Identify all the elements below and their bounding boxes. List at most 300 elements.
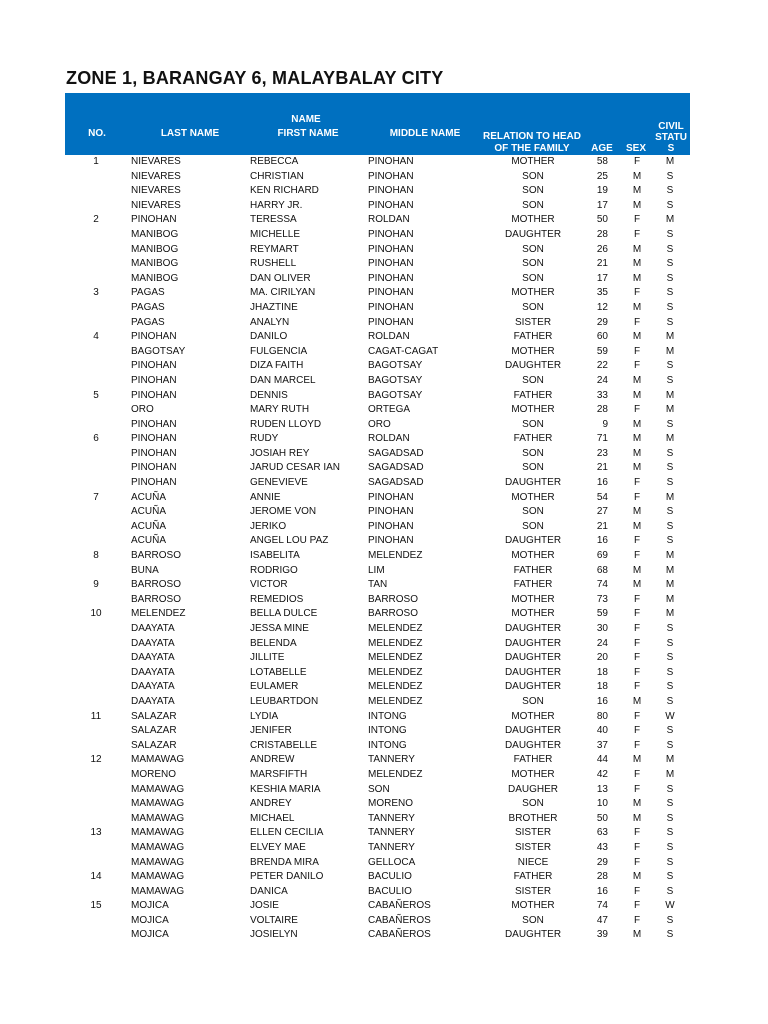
- table-row: [65, 826, 690, 841]
- cell-middle-name: MELENDEZ: [368, 681, 423, 693]
- cell-first-name: JERIKO: [250, 520, 287, 532]
- cell-sex: M: [632, 331, 642, 343]
- cell-middle-name: PINOHAN: [368, 156, 414, 167]
- cell-sex: F: [633, 214, 641, 226]
- cell-age: 71: [596, 433, 608, 445]
- cell-last-name: SALAZAR: [131, 739, 177, 751]
- cell-middle-name: LIM: [368, 564, 385, 576]
- page-title: ZONE 1, BARANGAY 6, MALAYBALAY CITY: [66, 68, 444, 88]
- cell-relation: SON: [522, 199, 544, 211]
- cell-middle-name: INTONG: [368, 710, 407, 722]
- cell-age: 9: [602, 418, 608, 430]
- cell-middle-name: MELENDEZ: [368, 637, 423, 649]
- cell-relation: SISTER: [514, 885, 552, 897]
- cell-civil-status: S: [666, 447, 674, 459]
- cell-civil-status: S: [666, 506, 674, 518]
- cell-sex: M: [632, 929, 642, 941]
- cell-middle-name: TANNERY: [368, 841, 415, 853]
- table-row: [65, 520, 690, 535]
- header-civil-line3: S: [667, 143, 675, 154]
- cell-relation: MOTHER: [511, 550, 555, 562]
- cell-last-name: NIEVARES: [131, 170, 181, 182]
- cell-sex: F: [633, 652, 641, 664]
- cell-last-name: MORENO: [131, 768, 176, 780]
- cell-last-name: ACUÑA: [131, 520, 167, 532]
- cell-age: 40: [596, 725, 608, 737]
- cell-sex: M: [632, 272, 642, 284]
- cell-civil-status: S: [666, 374, 674, 386]
- cell-last-name: MAMAWAG: [131, 871, 185, 883]
- cell-civil-status: M: [665, 754, 675, 766]
- table-row: [65, 257, 690, 272]
- cell-sex: M: [632, 199, 642, 211]
- cell-relation: SISTER: [514, 316, 552, 328]
- cell-first-name: ANGEL LOU PAZ: [250, 535, 329, 547]
- cell-relation: SON: [522, 418, 544, 430]
- table-row: [65, 403, 690, 418]
- cell-civil-status: M: [665, 608, 675, 620]
- table-row: [65, 856, 690, 871]
- cell-age: 47: [596, 914, 608, 926]
- header-middle-name: MIDDLE NAME: [389, 128, 461, 139]
- cell-sex: F: [633, 739, 641, 751]
- cell-civil-status: S: [666, 520, 674, 532]
- table-row: [65, 928, 690, 943]
- cell-first-name: JEROME VON: [250, 506, 317, 518]
- cell-civil-status: S: [666, 637, 674, 649]
- cell-civil-status: M: [665, 491, 675, 503]
- cell-age: 59: [596, 608, 608, 620]
- header-civil-line2: STATU: [655, 132, 687, 143]
- cell-relation: MOTHER: [511, 900, 555, 912]
- cell-no: 9: [93, 579, 99, 591]
- header-name: NAME: [291, 114, 321, 125]
- cell-civil-status: S: [666, 856, 674, 868]
- cell-sex: F: [633, 710, 641, 722]
- cell-middle-name: SAGADSAD: [368, 477, 424, 489]
- cell-first-name: JOSIELYN: [250, 929, 298, 941]
- cell-no: 11: [90, 710, 102, 722]
- cell-sex: M: [632, 520, 642, 532]
- cell-civil-status: S: [666, 739, 674, 751]
- cell-age: 22: [596, 360, 608, 372]
- cell-civil-status: M: [665, 550, 675, 562]
- cell-sex: F: [633, 637, 641, 649]
- table-row: [65, 899, 690, 914]
- cell-first-name: ANALYN: [250, 316, 290, 328]
- cell-relation: MOTHER: [511, 710, 555, 722]
- cell-middle-name: ROLDAN: [368, 331, 410, 343]
- cell-sex: M: [632, 462, 642, 474]
- table-row: [65, 286, 690, 301]
- cell-sex: F: [633, 885, 641, 897]
- table-row: [65, 695, 690, 710]
- cell-civil-status: S: [666, 462, 674, 474]
- cell-relation: FATHER: [513, 754, 553, 766]
- cell-first-name: DAN MARCEL: [250, 374, 316, 386]
- cell-age: 59: [596, 345, 608, 357]
- cell-relation: SISTER: [514, 827, 552, 839]
- cell-middle-name: SAGADSAD: [368, 462, 424, 474]
- cell-first-name: ELLEN CECILIA: [250, 827, 324, 839]
- cell-middle-name: MELENDEZ: [368, 695, 423, 707]
- cell-no: 13: [90, 827, 102, 839]
- cell-first-name: REMEDIOS: [250, 593, 304, 605]
- table-row: [65, 155, 690, 170]
- cell-sex: F: [633, 666, 641, 678]
- cell-sex: M: [632, 418, 642, 430]
- cell-relation: MOTHER: [511, 345, 555, 357]
- cell-sex: M: [632, 447, 642, 459]
- cell-middle-name: MELENDEZ: [368, 623, 423, 634]
- cell-last-name: MAMAWAG: [131, 754, 185, 766]
- cell-last-name: MAMAWAG: [131, 783, 185, 795]
- cell-middle-name: CABAÑEROS: [368, 914, 431, 926]
- cell-middle-name: BAGOTSAY: [368, 389, 423, 401]
- cell-relation: SON: [522, 272, 544, 284]
- cell-last-name: MANIBOG: [131, 272, 179, 284]
- header-no: NO.: [88, 128, 106, 139]
- cell-middle-name: PINOHAN: [368, 506, 414, 518]
- cell-age: 39: [596, 929, 608, 941]
- cell-age: 80: [596, 710, 608, 722]
- cell-age: 37: [596, 739, 608, 751]
- cell-age: 29: [596, 316, 608, 328]
- cell-sex: M: [632, 564, 642, 576]
- cell-middle-name: PINOHAN: [368, 520, 414, 532]
- cell-civil-status: S: [666, 666, 674, 678]
- cell-relation: FATHER: [513, 871, 553, 883]
- cell-civil-status: S: [666, 287, 674, 299]
- cell-sex: F: [633, 725, 641, 737]
- cell-middle-name: BAGOTSAY: [368, 360, 423, 372]
- cell-age: 30: [596, 623, 608, 634]
- cell-first-name: FULGENCIA: [250, 345, 308, 357]
- cell-last-name: MANIBOG: [131, 243, 179, 255]
- cell-relation: DAUGHTER: [504, 929, 562, 941]
- cell-relation: DAUGHTER: [504, 360, 562, 372]
- cell-relation: MOTHER: [511, 404, 555, 416]
- cell-first-name: GENEVIEVE: [250, 477, 308, 489]
- cell-relation: FATHER: [513, 579, 553, 591]
- cell-relation: SON: [522, 301, 544, 313]
- cell-middle-name: CAGAT-CAGAT: [368, 345, 439, 357]
- cell-relation: MOTHER: [511, 608, 555, 620]
- cell-relation: DAUGHTER: [504, 681, 562, 693]
- cell-civil-status: S: [666, 535, 674, 547]
- cell-sex: F: [633, 156, 641, 167]
- cell-no: 14: [90, 871, 102, 883]
- cell-age: 74: [596, 579, 608, 591]
- cell-age: 23: [596, 447, 608, 459]
- cell-first-name: JOSIAH REY: [250, 447, 310, 459]
- cell-middle-name: PINOHAN: [368, 258, 414, 270]
- cell-relation: SON: [522, 374, 544, 386]
- cell-relation: FATHER: [513, 389, 553, 401]
- cell-middle-name: CABAÑEROS: [368, 900, 431, 912]
- cell-first-name: MARY RUTH: [250, 404, 310, 416]
- table-row: [65, 476, 690, 491]
- table-row: [65, 199, 690, 214]
- table-row: [65, 724, 690, 739]
- cell-age: 44: [596, 754, 608, 766]
- cell-civil-status: S: [666, 827, 674, 839]
- cell-middle-name: PINOHAN: [368, 228, 414, 240]
- cell-relation: DAUGHTER: [504, 739, 562, 751]
- header-relation-line1: RELATION TO HEAD: [483, 131, 581, 142]
- cell-relation: DAUGHTER: [504, 477, 562, 489]
- cell-civil-status: M: [665, 404, 675, 416]
- cell-first-name: JILLITE: [250, 652, 285, 664]
- cell-sex: F: [633, 681, 641, 693]
- cell-civil-status: M: [665, 564, 675, 576]
- cell-last-name: PINOHAN: [131, 462, 177, 474]
- cell-middle-name: GELLOCA: [368, 856, 416, 868]
- cell-civil-status: S: [666, 929, 674, 941]
- cell-civil-status: S: [666, 477, 674, 489]
- cell-relation: BROTHER: [508, 812, 558, 824]
- cell-last-name: BARROSO: [131, 579, 182, 591]
- cell-civil-status: S: [666, 418, 674, 430]
- cell-first-name: JESSA MINE: [250, 623, 309, 634]
- cell-first-name: KESHIA MARIA: [250, 783, 321, 795]
- cell-first-name: ISABELITA: [250, 550, 300, 562]
- cell-last-name: SALAZAR: [131, 725, 177, 737]
- cell-age: 63: [596, 827, 608, 839]
- cell-age: 68: [596, 564, 608, 576]
- table-body: [65, 155, 690, 943]
- cell-sex: M: [632, 185, 642, 197]
- cell-middle-name: INTONG: [368, 725, 407, 737]
- cell-middle-name: TANNERY: [368, 827, 415, 839]
- cell-civil-status: S: [666, 695, 674, 707]
- cell-relation: SON: [522, 185, 544, 197]
- cell-middle-name: SON: [368, 783, 390, 795]
- cell-first-name: LOTABELLE: [250, 666, 307, 678]
- cell-sex: F: [633, 608, 641, 620]
- cell-sex: F: [633, 841, 641, 853]
- table-header: [65, 93, 690, 155]
- cell-first-name: RUSHELL: [250, 258, 297, 270]
- cell-last-name: MOJICA: [131, 900, 169, 912]
- table-row: [65, 447, 690, 462]
- cell-no: 5: [93, 389, 99, 401]
- cell-civil-status: S: [666, 272, 674, 284]
- table-row: [65, 680, 690, 695]
- cell-last-name: PINOHAN: [131, 447, 177, 459]
- cell-age: 10: [596, 798, 608, 810]
- cell-first-name: BELLA DULCE: [250, 608, 318, 620]
- cell-sex: F: [633, 316, 641, 328]
- cell-age: 33: [596, 389, 608, 401]
- cell-relation: DAUGHTER: [504, 725, 562, 737]
- table-row: [65, 491, 690, 506]
- cell-first-name: CHRISTIAN: [250, 170, 304, 182]
- cell-age: 43: [596, 841, 608, 853]
- cell-last-name: BAGOTSAY: [131, 345, 186, 357]
- cell-first-name: RUDY: [250, 433, 279, 445]
- cell-age: 60: [596, 331, 608, 343]
- table-row: [65, 739, 690, 754]
- cell-middle-name: PINOHAN: [368, 199, 414, 211]
- table-row: [65, 461, 690, 476]
- cell-sex: F: [633, 550, 641, 562]
- cell-sex: M: [632, 301, 642, 313]
- cell-no: 12: [90, 754, 102, 766]
- cell-first-name: DENNIS: [250, 389, 288, 401]
- cell-age: 17: [596, 272, 608, 284]
- cell-middle-name: BARROSO: [368, 608, 419, 620]
- cell-last-name: ACUÑA: [131, 506, 167, 518]
- cell-sex: M: [632, 754, 642, 766]
- cell-relation: DAUGHTER: [504, 623, 562, 634]
- table-row: [65, 432, 690, 447]
- cell-middle-name: TANNERY: [368, 812, 415, 824]
- cell-middle-name: INTONG: [368, 739, 407, 751]
- cell-sex: M: [632, 389, 642, 401]
- cell-civil-status: S: [666, 725, 674, 737]
- cell-first-name: ANDREY: [250, 798, 292, 810]
- cell-age: 26: [596, 243, 608, 255]
- cell-civil-status: M: [665, 214, 675, 226]
- cell-relation: SON: [522, 170, 544, 182]
- cell-first-name: MICHAEL: [250, 812, 295, 824]
- cell-sex: M: [632, 433, 642, 445]
- cell-age: 21: [596, 462, 608, 474]
- cell-last-name: NIEVARES: [131, 156, 181, 167]
- cell-last-name: DAAYATA: [131, 623, 175, 634]
- table-row: [65, 841, 690, 856]
- cell-civil-status: S: [666, 798, 674, 810]
- cell-first-name: DAN OLIVER: [250, 272, 311, 284]
- cell-age: 73: [596, 593, 608, 605]
- cell-civil-status: W: [665, 710, 675, 722]
- cell-sex: F: [633, 477, 641, 489]
- cell-civil-status: S: [666, 841, 674, 853]
- table-row: [65, 797, 690, 812]
- cell-civil-status: S: [666, 783, 674, 795]
- cell-first-name: KEN RICHARD: [250, 185, 319, 197]
- cell-age: 24: [596, 637, 608, 649]
- cell-civil-status: S: [666, 316, 674, 328]
- table-row: [65, 578, 690, 593]
- cell-middle-name: ORTEGA: [368, 404, 411, 416]
- cell-middle-name: SAGADSAD: [368, 447, 424, 459]
- cell-civil-status: M: [665, 389, 675, 401]
- cell-sex: F: [633, 360, 641, 372]
- cell-middle-name: MELENDEZ: [368, 550, 423, 562]
- table-row: [65, 359, 690, 374]
- cell-first-name: VICTOR: [250, 579, 288, 591]
- cell-first-name: REYMART: [250, 243, 299, 255]
- table-row: [65, 505, 690, 520]
- cell-sex: F: [633, 345, 641, 357]
- cell-no: 2: [93, 214, 99, 226]
- cell-age: 28: [596, 404, 608, 416]
- cell-first-name: ANNIE: [250, 491, 281, 503]
- cell-first-name: MA. CIRILYAN: [250, 287, 316, 299]
- cell-first-name: MARSFIFTH: [250, 768, 308, 780]
- table-row: [65, 783, 690, 798]
- cell-relation: SON: [522, 447, 544, 459]
- header-last-name: LAST NAME: [160, 128, 220, 139]
- cell-relation: DAUGHTER: [504, 652, 562, 664]
- table-row: [65, 418, 690, 433]
- cell-no: 1: [93, 156, 99, 167]
- cell-relation: SON: [522, 462, 544, 474]
- cell-first-name: MICHELLE: [250, 228, 301, 240]
- header-civil-line1: CIVIL: [658, 121, 684, 132]
- cell-last-name: MANIBOG: [131, 228, 179, 240]
- table-row: [65, 870, 690, 885]
- cell-age: 16: [596, 477, 608, 489]
- cell-last-name: PINOHAN: [131, 374, 177, 386]
- cell-relation: FATHER: [513, 331, 553, 343]
- cell-relation: SON: [522, 243, 544, 255]
- cell-first-name: BRENDA MIRA: [250, 856, 319, 868]
- cell-sex: M: [632, 374, 642, 386]
- cell-middle-name: PINOHAN: [368, 287, 414, 299]
- cell-age: 35: [596, 287, 608, 299]
- cell-last-name: PINOHAN: [131, 360, 177, 372]
- cell-relation: DAUGHTER: [504, 666, 562, 678]
- cell-last-name: PAGAS: [131, 316, 165, 328]
- cell-age: 24: [596, 374, 608, 386]
- cell-civil-status: W: [665, 900, 675, 912]
- cell-sex: M: [632, 243, 642, 255]
- cell-sex: M: [632, 506, 642, 518]
- cell-relation: MOTHER: [511, 593, 555, 605]
- cell-age: 54: [596, 491, 608, 503]
- cell-last-name: MAMAWAG: [131, 856, 185, 868]
- cell-middle-name: PINOHAN: [368, 316, 414, 328]
- cell-first-name: CRISTABELLE: [250, 739, 318, 751]
- cell-last-name: PINOHAN: [131, 433, 177, 445]
- table-row: [65, 637, 690, 652]
- table-row: [65, 914, 690, 929]
- cell-first-name: RODRIGO: [250, 564, 298, 576]
- cell-middle-name: ROLDAN: [368, 214, 410, 226]
- cell-sex: F: [633, 535, 641, 547]
- cell-middle-name: BACULIO: [368, 871, 412, 883]
- cell-last-name: PINOHAN: [131, 477, 177, 489]
- cell-first-name: DANILO: [250, 331, 288, 343]
- header-relation-line2: OF THE FAMILY: [494, 143, 570, 154]
- cell-last-name: DAAYATA: [131, 666, 175, 678]
- cell-sex: M: [632, 798, 642, 810]
- cell-last-name: MOJICA: [131, 929, 169, 941]
- cell-relation: SISTER: [514, 841, 552, 853]
- table-row: [65, 593, 690, 608]
- cell-civil-status: S: [666, 871, 674, 883]
- cell-first-name: ANDREW: [250, 754, 295, 766]
- table-row: [65, 710, 690, 725]
- cell-no: 15: [90, 900, 102, 912]
- cell-age: 74: [596, 900, 608, 912]
- cell-relation: MOTHER: [511, 491, 555, 503]
- table-row: [65, 330, 690, 345]
- cell-sex: F: [633, 287, 641, 299]
- table-row: [65, 184, 690, 199]
- cell-sex: F: [633, 491, 641, 503]
- cell-last-name: BARROSO: [131, 550, 182, 562]
- cell-age: 21: [596, 520, 608, 532]
- cell-sex: M: [632, 871, 642, 883]
- cell-first-name: ELVEY MAE: [250, 841, 306, 853]
- cell-relation: SON: [522, 914, 544, 926]
- cell-age: 28: [596, 228, 608, 240]
- cell-civil-status: S: [666, 170, 674, 182]
